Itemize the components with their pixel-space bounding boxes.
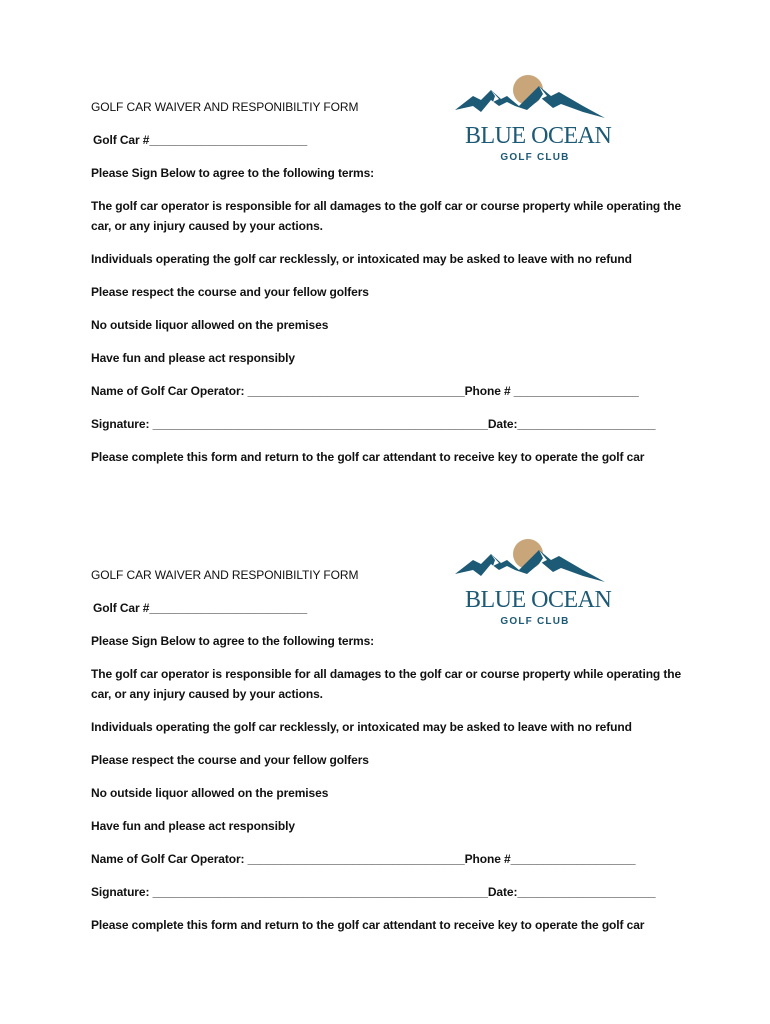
golf-car-number-field[interactable]: Golf Car #________________________ [93, 133, 308, 147]
form-title: GOLF CAR WAIVER AND RESPONIBILTIY FORM [91, 100, 359, 114]
logo-subtitle: GOLF CLUB [500, 616, 570, 627]
operator-name-phone-field[interactable]: Name of Golf Car Operator: _________________________________Phone #___________________ [91, 852, 636, 866]
blue-ocean-logo [455, 536, 615, 636]
term-damages: The golf car operator is responsible for all damages to the golf car or course property while operating the car, or any injury caused by your actions. [91, 199, 682, 233]
term-no-liquor: No outside liquor allowed on the premises [91, 786, 329, 800]
logo-name: BLUE OCEAN [465, 587, 612, 613]
blue-ocean-logo [455, 72, 615, 172]
logo-name: BLUE OCEAN [465, 123, 612, 149]
instruction-text: Please Sign Below to agree to the following terms: [91, 634, 375, 648]
term-damages: The golf car operator is responsible for all damages to the golf car or course property while operating the car, or any injury caused by your actions. [91, 667, 682, 701]
waiver-form-bottom [0, 468, 770, 932]
signature-date-field[interactable]: Signature: ___________________________________________________Date:_____________________ [91, 417, 656, 431]
term-reckless: Individuals operating the golf car recklessly, or intoxicated may be asked to leave with no refund [91, 252, 632, 266]
logo-subtitle: GOLF CLUB [500, 152, 570, 163]
term-have-fun: Have fun and please act responsibly [91, 351, 295, 365]
term-respect: Please respect the course and your fellow golfers [91, 285, 369, 299]
mountain-sun-icon [455, 536, 615, 586]
golf-car-number-field[interactable]: Golf Car #________________________ [93, 601, 308, 615]
closing-instruction: Please complete this form and return to the golf car attendant to receive key to operate the golf car [91, 918, 645, 932]
term-no-liquor: No outside liquor allowed on the premises [91, 318, 329, 332]
waiver-form-top [0, 0, 770, 464]
signature-date-field[interactable]: Signature: ___________________________________________________Date:_____________________ [91, 885, 656, 899]
operator-name-phone-field[interactable]: Name of Golf Car Operator: _________________________________Phone # ___________________ [91, 384, 639, 398]
mountain-sun-icon [455, 72, 615, 122]
term-have-fun: Have fun and please act responsibly [91, 819, 295, 833]
form-title: GOLF CAR WAIVER AND RESPONIBILTIY FORM [91, 568, 359, 582]
closing-instruction: Please complete this form and return to the golf car attendant to receive key to operate the golf car [91, 450, 645, 464]
instruction-text: Please Sign Below to agree to the following terms: [91, 166, 375, 180]
term-respect: Please respect the course and your fellow golfers [91, 753, 369, 767]
term-reckless: Individuals operating the golf car recklessly, or intoxicated may be asked to leave with no refund [91, 720, 632, 734]
